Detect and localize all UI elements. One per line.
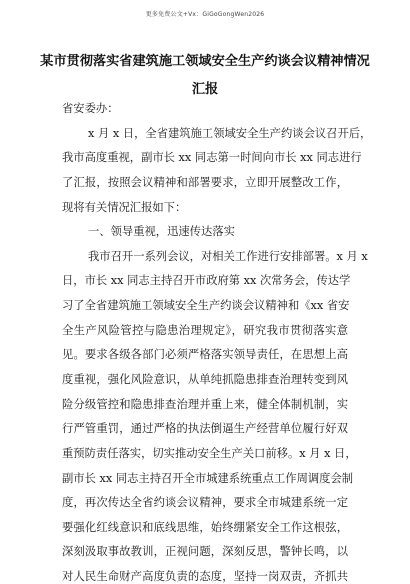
- body-line: 险分级管控和隐患排查治理并重上来，健全体制机制，实: [62, 397, 348, 411]
- body-line: 深刻汲取事故教训，正视问题，深刻反思，警钟长鸣，以: [62, 545, 348, 559]
- body-line: 重预防责任落实，切实推动安全生产关口前移。x 月 x 日，: [62, 446, 357, 460]
- body-line: 行严管重罚，通过严格的执法倒逼生产经营单位履行好双: [62, 422, 348, 436]
- body-line: x 月 x 日，全省建筑施工领域安全生产约谈会议召开后，: [88, 126, 372, 140]
- salutation: 省安委办：: [62, 102, 119, 115]
- body-line: 度，再次传达全省约谈会议精神，要求全市城建系统一定: [62, 496, 348, 510]
- section-heading: 一、领导重视，迅速传达落实: [88, 225, 235, 239]
- body-line: 现将有关情况汇报如下：: [62, 200, 187, 214]
- body-line: 日，市长 xx 同志主持召开市政府第 xx 次常务会，传达学: [62, 274, 351, 288]
- body-line: 对人民生命财产高度负责的态度，坚持一岗双责，齐抓共: [62, 570, 348, 583]
- header-note: 更多免费公文+Vx：GiGoGongWen2026: [145, 11, 265, 18]
- document-title-line-1: 某市贯彻落实省建筑施工领域安全生产约谈会议精神情况: [40, 54, 370, 69]
- body-line: 了汇报，按照会议精神和部署要求，立即开展整改工作，: [62, 175, 348, 189]
- body-line: 我市高度重视，副市长 xx 同志第一时间向市长 xx 同志进行: [62, 151, 362, 165]
- body-line: 副市长 xx 同志主持召开全市城建系统重点工作周调度会制: [62, 471, 354, 485]
- body-line: 要强化红线意识和底线思维，始终绷紧安全工作这根弦，: [62, 520, 348, 534]
- body-line: 见。要求各级各部门必须严格落实领导责任，在思想上高: [62, 348, 348, 362]
- body-line: 全生产风险管控与隐患治理规定》，研究我市贯彻落实意: [62, 323, 348, 337]
- body-line: 我市召开一系列会议，对相关工作进行安排部署。x 月 x: [88, 249, 368, 263]
- document-title-line-2: 汇报: [191, 82, 219, 97]
- body-line: 度重视，强化风险意识，从单纯抓隐患排查治理转变到风: [62, 372, 348, 386]
- body-line: 习了全省建筑施工领域安全生产约谈会议精神和《xx 省安: [62, 299, 350, 313]
